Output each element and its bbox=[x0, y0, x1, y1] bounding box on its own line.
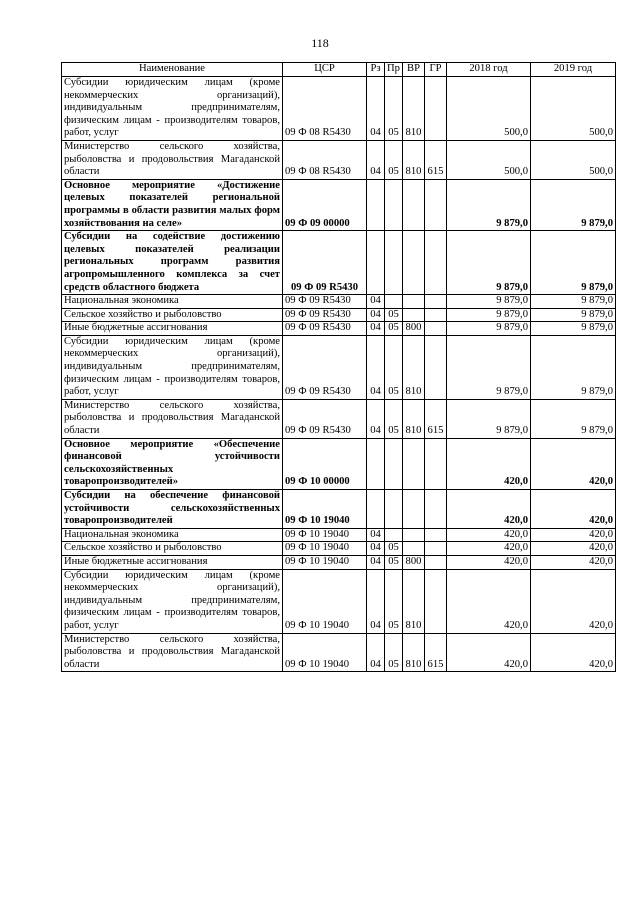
cell-gr bbox=[425, 335, 447, 399]
cell-2018: 420,0 bbox=[447, 633, 531, 672]
cell-rz: 04 bbox=[367, 569, 385, 633]
cell-csr: 09 Ф 09 R5430 bbox=[283, 399, 367, 438]
table-row bbox=[62, 555, 616, 569]
cell-name: Субсидии на обеспечение финансовой устойчивости сельскохозяйственных товаропроизводителей bbox=[62, 490, 283, 529]
cell-name: Национальная экономика bbox=[62, 528, 283, 542]
cell-csr: 09 Ф 09 R5430 bbox=[283, 335, 367, 399]
column-header-rz: Рз bbox=[367, 63, 385, 77]
cell-pr bbox=[385, 295, 403, 309]
table-row bbox=[62, 140, 616, 179]
cell-rz: 04 bbox=[367, 322, 385, 336]
cell-2018: 420,0 bbox=[447, 542, 531, 556]
cell-gr bbox=[425, 179, 447, 230]
cell-csr: 09 Ф 09 R5430 bbox=[283, 322, 367, 336]
table-header-row bbox=[62, 63, 616, 77]
cell-name: Основное мероприятие «Обеспечение финансовой устойчивости сельскохозяйственных товаропроизводителей» bbox=[62, 438, 283, 489]
cell-name: Министерство сельского хозяйства, рыболовства и продовольствия Магаданской области bbox=[62, 633, 283, 672]
cell-pr bbox=[385, 490, 403, 529]
cell-2019: 9 879,0 bbox=[531, 308, 616, 322]
cell-csr: 09 Ф 10 19040 bbox=[283, 490, 367, 529]
cell-2019: 9 879,0 bbox=[531, 231, 616, 295]
table-row bbox=[62, 490, 616, 529]
cell-pr: 05 bbox=[385, 399, 403, 438]
cell-2019: 420,0 bbox=[531, 555, 616, 569]
cell-csr: 09 Ф 10 00000 bbox=[283, 438, 367, 489]
cell-rz: 04 bbox=[367, 77, 385, 141]
cell-vr bbox=[403, 179, 425, 230]
table-row bbox=[62, 633, 616, 672]
table-row bbox=[62, 308, 616, 322]
cell-pr: 05 bbox=[385, 555, 403, 569]
cell-gr bbox=[425, 438, 447, 489]
cell-gr: 615 bbox=[425, 140, 447, 179]
cell-csr: 09 Ф 08 R5430 bbox=[283, 140, 367, 179]
cell-gr bbox=[425, 555, 447, 569]
cell-vr: 810 bbox=[403, 633, 425, 672]
cell-2019: 420,0 bbox=[531, 438, 616, 489]
cell-name: Субсидии на содействие достижению целевых показателей реализации региональных программ развития агропромышленного комплекса за счет средств областного бюджета bbox=[62, 231, 283, 295]
cell-gr bbox=[425, 542, 447, 556]
cell-rz bbox=[367, 438, 385, 489]
cell-2019: 420,0 bbox=[531, 633, 616, 672]
column-header-gr: ГР bbox=[425, 63, 447, 77]
cell-2019: 420,0 bbox=[531, 569, 616, 633]
cell-vr bbox=[403, 542, 425, 556]
cell-gr: 615 bbox=[425, 399, 447, 438]
table-body bbox=[62, 77, 616, 672]
column-header-pr: Пр bbox=[385, 63, 403, 77]
cell-pr: 05 bbox=[385, 633, 403, 672]
cell-csr: 09 Ф 08 R5430 bbox=[283, 77, 367, 141]
cell-rz: 04 bbox=[367, 335, 385, 399]
cell-gr: 615 bbox=[425, 633, 447, 672]
cell-vr bbox=[403, 231, 425, 295]
cell-gr bbox=[425, 528, 447, 542]
cell-2019: 420,0 bbox=[531, 542, 616, 556]
column-header-name: Наименование bbox=[62, 63, 283, 77]
cell-name: Сельское хозяйство и рыболовство bbox=[62, 308, 283, 322]
cell-csr: 09 Ф 09 R5430 bbox=[283, 295, 367, 309]
cell-2019: 9 879,0 bbox=[531, 179, 616, 230]
cell-name: Министерство сельского хозяйства, рыболовства и продовольствия Магаданской области bbox=[62, 399, 283, 438]
cell-rz: 04 bbox=[367, 542, 385, 556]
cell-2019: 420,0 bbox=[531, 528, 616, 542]
cell-pr bbox=[385, 438, 403, 489]
table-row bbox=[62, 528, 616, 542]
table-row bbox=[62, 399, 616, 438]
cell-vr: 810 bbox=[403, 569, 425, 633]
cell-pr bbox=[385, 231, 403, 295]
cell-gr bbox=[425, 490, 447, 529]
cell-rz: 04 bbox=[367, 308, 385, 322]
cell-vr bbox=[403, 490, 425, 529]
cell-gr bbox=[425, 569, 447, 633]
cell-2019: 9 879,0 bbox=[531, 399, 616, 438]
cell-rz bbox=[367, 231, 385, 295]
cell-rz: 04 bbox=[367, 399, 385, 438]
table-row bbox=[62, 322, 616, 336]
cell-2018: 9 879,0 bbox=[447, 295, 531, 309]
cell-csr: 09 Ф 09 R5430 bbox=[283, 231, 367, 295]
cell-2018: 9 879,0 bbox=[447, 322, 531, 336]
cell-vr: 810 bbox=[403, 77, 425, 141]
table-row bbox=[62, 77, 616, 141]
cell-2018: 420,0 bbox=[447, 569, 531, 633]
cell-2019: 9 879,0 bbox=[531, 295, 616, 309]
column-header-vr: ВР bbox=[403, 63, 425, 77]
cell-pr: 05 bbox=[385, 308, 403, 322]
table-row bbox=[62, 542, 616, 556]
cell-rz: 04 bbox=[367, 528, 385, 542]
cell-vr: 810 bbox=[403, 335, 425, 399]
cell-pr bbox=[385, 528, 403, 542]
cell-rz: 04 bbox=[367, 555, 385, 569]
cell-pr: 05 bbox=[385, 77, 403, 141]
cell-gr bbox=[425, 77, 447, 141]
cell-vr bbox=[403, 528, 425, 542]
cell-gr bbox=[425, 231, 447, 295]
cell-csr: 09 Ф 10 19040 bbox=[283, 633, 367, 672]
table-row bbox=[62, 231, 616, 295]
table-row bbox=[62, 438, 616, 489]
cell-rz: 04 bbox=[367, 633, 385, 672]
cell-2018: 420,0 bbox=[447, 555, 531, 569]
cell-name: Министерство сельского хозяйства, рыболовства и продовольствия Магаданской области bbox=[62, 140, 283, 179]
cell-pr: 05 bbox=[385, 322, 403, 336]
cell-csr: 09 Ф 09 00000 bbox=[283, 179, 367, 230]
cell-pr: 05 bbox=[385, 542, 403, 556]
cell-gr bbox=[425, 295, 447, 309]
cell-name: Сельское хозяйство и рыболовство bbox=[62, 542, 283, 556]
cell-rz: 04 bbox=[367, 295, 385, 309]
table-row bbox=[62, 335, 616, 399]
cell-vr bbox=[403, 308, 425, 322]
cell-name: Субсидии юридическим лицам (кроме некоммерческих организаций), индивидуальным предпринимателям, физическим лицам - производителям товаров, работ, услуг bbox=[62, 569, 283, 633]
cell-2018: 9 879,0 bbox=[447, 308, 531, 322]
cell-2019: 9 879,0 bbox=[531, 335, 616, 399]
cell-rz: 04 bbox=[367, 140, 385, 179]
cell-2018: 500,0 bbox=[447, 140, 531, 179]
cell-gr bbox=[425, 308, 447, 322]
cell-2018: 420,0 bbox=[447, 438, 531, 489]
cell-name: Субсидии юридическим лицам (кроме некоммерческих организаций), индивидуальным предпринимателям, физическим лицам - производителям товаров, работ, услуг bbox=[62, 77, 283, 141]
cell-vr bbox=[403, 295, 425, 309]
cell-2018: 420,0 bbox=[447, 490, 531, 529]
cell-pr: 05 bbox=[385, 569, 403, 633]
page-number: 118 bbox=[311, 36, 329, 50]
cell-csr: 09 Ф 10 19040 bbox=[283, 555, 367, 569]
cell-rz bbox=[367, 179, 385, 230]
cell-csr: 09 Ф 10 19040 bbox=[283, 569, 367, 633]
cell-rz bbox=[367, 490, 385, 529]
cell-2018: 9 879,0 bbox=[447, 179, 531, 230]
cell-vr bbox=[403, 438, 425, 489]
column-header-2019: 2019 год bbox=[531, 63, 616, 77]
cell-pr bbox=[385, 179, 403, 230]
table-row bbox=[62, 569, 616, 633]
cell-2018: 9 879,0 bbox=[447, 399, 531, 438]
cell-2018: 420,0 bbox=[447, 528, 531, 542]
cell-gr bbox=[425, 322, 447, 336]
cell-name: Иные бюджетные ассигнования bbox=[62, 322, 283, 336]
cell-csr: 09 Ф 10 19040 bbox=[283, 542, 367, 556]
cell-vr: 800 bbox=[403, 555, 425, 569]
cell-vr: 810 bbox=[403, 399, 425, 438]
column-header-csr: ЦСР bbox=[283, 63, 367, 77]
cell-2018: 9 879,0 bbox=[447, 335, 531, 399]
cell-name: Субсидии юридическим лицам (кроме некоммерческих организаций), индивидуальным предпринимателям, физическим лицам - производителям товаров, работ, услуг bbox=[62, 335, 283, 399]
cell-vr: 800 bbox=[403, 322, 425, 336]
table-row bbox=[62, 295, 616, 309]
cell-name: Основное мероприятие «Достижение целевых показателей региональной программы в области развития малых форм хозяйствования на селе» bbox=[62, 179, 283, 230]
cell-csr: 09 Ф 09 R5430 bbox=[283, 308, 367, 322]
cell-2019: 500,0 bbox=[531, 77, 616, 141]
cell-2019: 9 879,0 bbox=[531, 322, 616, 336]
cell-pr: 05 bbox=[385, 140, 403, 179]
cell-2019: 420,0 bbox=[531, 490, 616, 529]
budget-table bbox=[61, 62, 616, 672]
cell-name: Национальная экономика bbox=[62, 295, 283, 309]
column-header-2018: 2018 год bbox=[447, 63, 531, 77]
cell-2018: 9 879,0 bbox=[447, 231, 531, 295]
table-row bbox=[62, 179, 616, 230]
cell-pr: 05 bbox=[385, 335, 403, 399]
cell-name: Иные бюджетные ассигнования bbox=[62, 555, 283, 569]
cell-2018: 500,0 bbox=[447, 77, 531, 141]
cell-vr: 810 bbox=[403, 140, 425, 179]
cell-2019: 500,0 bbox=[531, 140, 616, 179]
cell-csr: 09 Ф 10 19040 bbox=[283, 528, 367, 542]
